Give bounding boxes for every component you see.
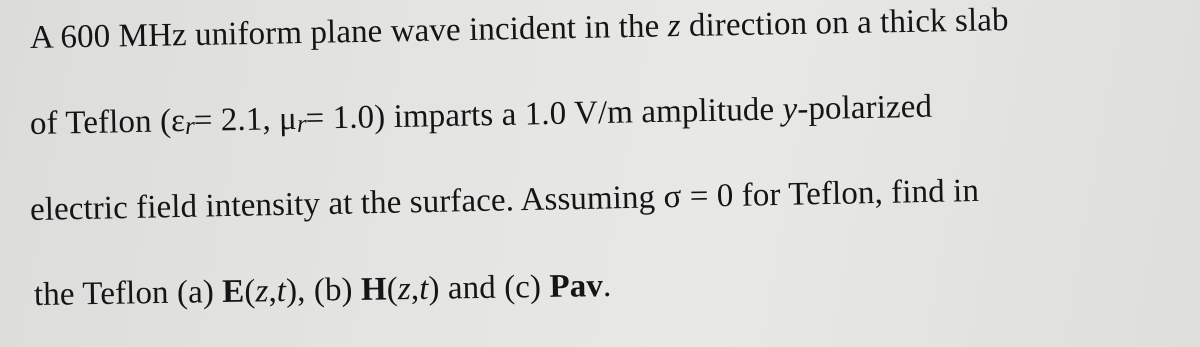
line4-text-c: and (c): [439, 268, 550, 307]
line1-var-z: z: [667, 8, 681, 45]
h-var-t: t: [418, 270, 429, 307]
h-comma: ,: [410, 270, 420, 308]
problem-line-1: [30, 0, 1009, 58]
h-var-z: z: [397, 271, 412, 308]
e-var-z: z: [255, 273, 269, 310]
line2-var-y: y: [782, 91, 798, 128]
epsilon-subscript-r: r: [184, 112, 195, 141]
line1-text-a: A 600 MHz uniform plane wave incident in the: [29, 8, 669, 56]
problem-line-4: [34, 266, 612, 315]
e-var-t: t: [276, 273, 287, 310]
line4-period: .: [602, 267, 612, 305]
line3-text-a: electric field intensity at the surface. Assuming σ = 0 for Teflon, find in: [29, 172, 980, 228]
line2-text-c: = 1.0) imparts a 1.0 V/m amplitude: [305, 91, 783, 137]
e-comma: ,: [268, 273, 278, 310]
line2-text-d: -polarized: [796, 88, 933, 128]
mu-subscript-r: r: [296, 110, 306, 138]
line4-text-b: , (b): [296, 271, 362, 309]
line2-text-a: of Teflon (ε: [29, 103, 186, 142]
h-close-paren: ): [428, 270, 440, 307]
problem-line-3: [30, 171, 980, 230]
e-open-paren: (: [244, 273, 256, 310]
line2-text-b: = 2.1, μ: [193, 100, 298, 139]
h-open-paren: (: [386, 271, 399, 308]
e-close-paren: ): [285, 272, 298, 310]
line1-text-b: direction on a thick slab: [680, 2, 1009, 45]
electric-field-symbol: E: [221, 273, 245, 311]
magnetic-field-symbol: H: [360, 271, 388, 308]
problem-line-2: [30, 87, 933, 147]
average-power-symbol: Pav: [549, 268, 604, 305]
line4-text-a: the Teflon (a): [33, 274, 223, 313]
